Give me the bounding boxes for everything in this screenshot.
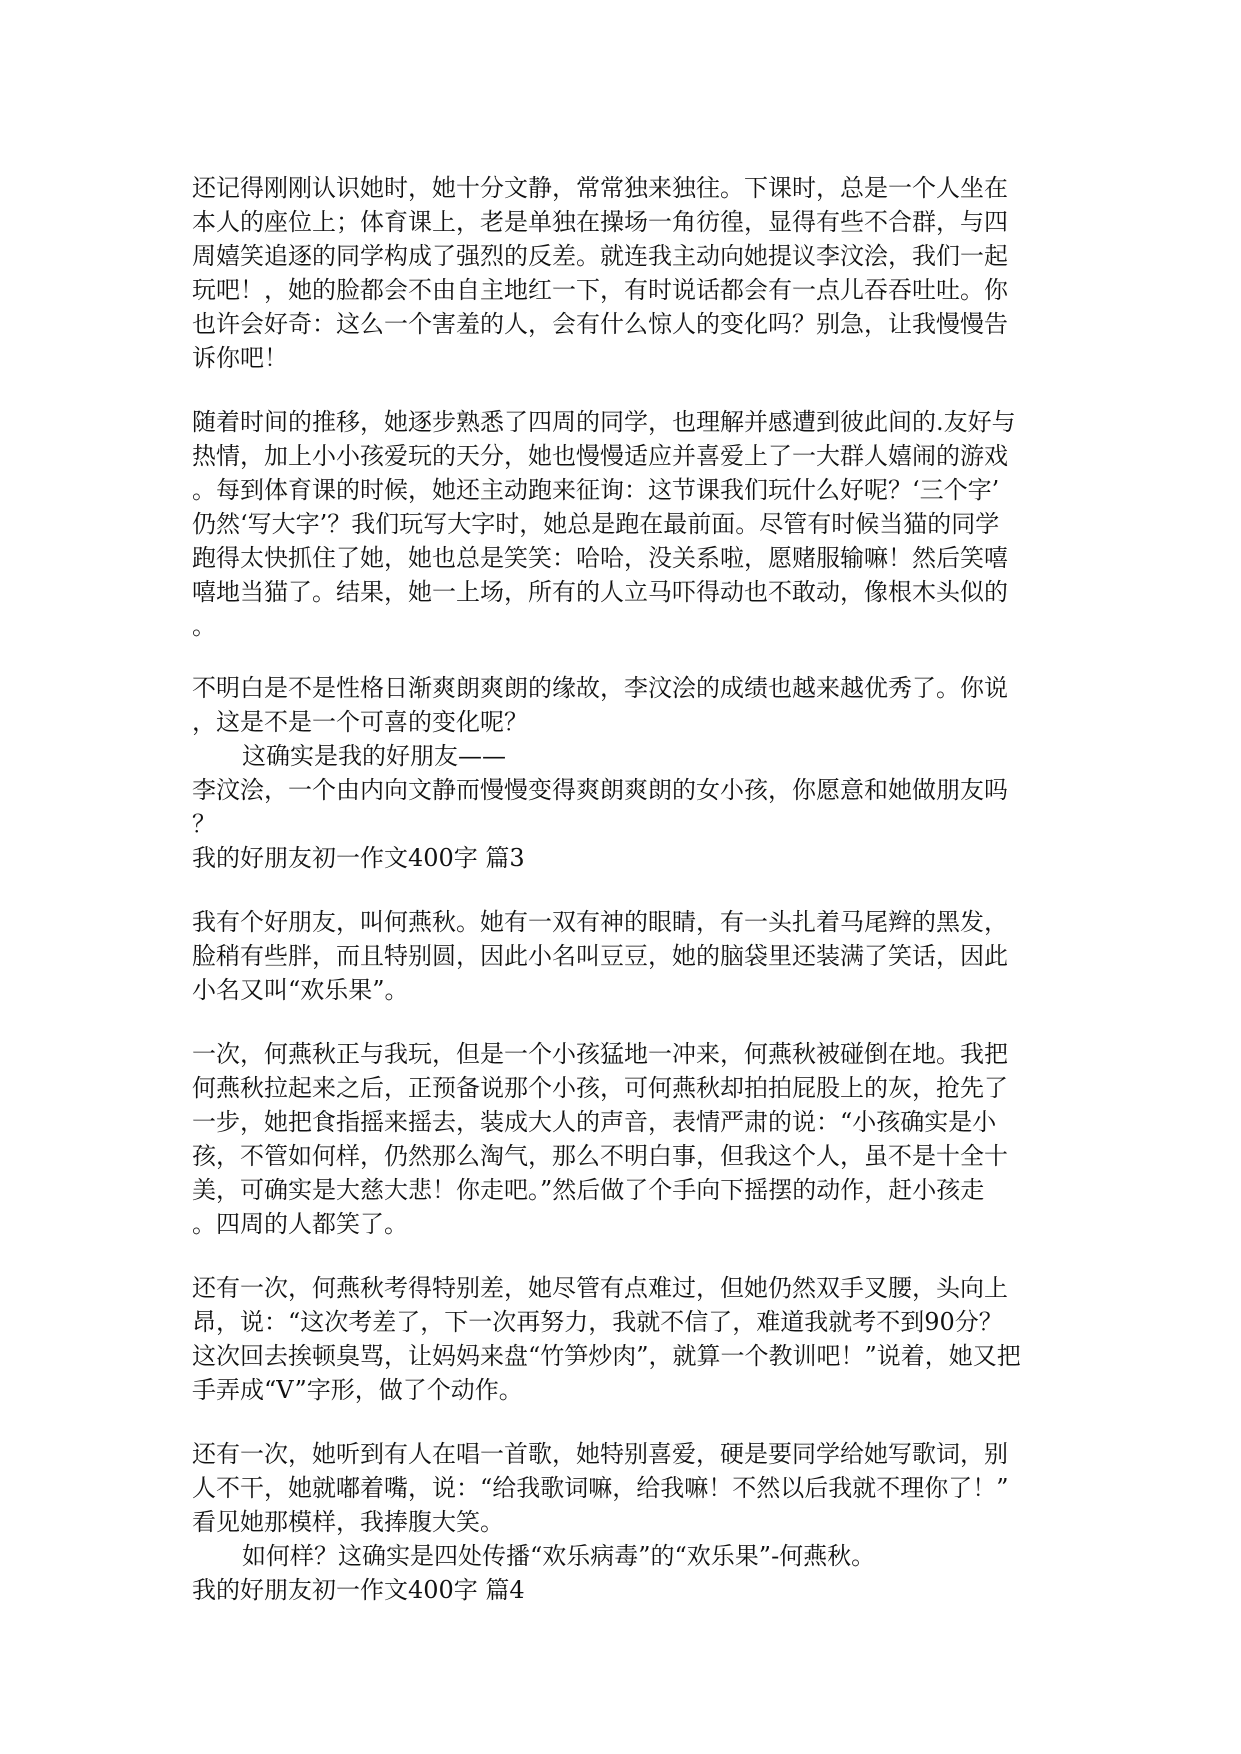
text-line: 昂，说：“这次考差了，下一次再努力，我就不信了，难道我就考不到90分？ — [192, 1308, 1003, 1336]
text-line: 热情，加上小小孩爱玩的天分，她也慢慢适应并喜爱上了一大群人嬉闹的游戏 — [192, 442, 1008, 470]
text-line: 我有个好朋友，叫何燕秋。她有一双有神的眼睛，有一头扎着马尾辫的黑发， — [192, 908, 1008, 936]
text-line: 本人的座位上；体育课上，老是单独在操场一角彷徨，显得有些不合群，与四 — [192, 208, 1008, 236]
text-line: 这确实是我的好朋友—— — [242, 742, 506, 770]
text-line: 也许会好奇：这么一个害羞的人，会有什么惊人的变化吗？别急，让我慢慢告 — [192, 310, 1008, 338]
text-line: 。每到体育课的时候，她还主动跑来征询：这节课我们玩什么好呢？‘三个字’ — [192, 476, 1000, 504]
text-line: 仍然‘写大字’？我们玩写大字时，她总是跑在最前面。尽管有时候当猫的同学 — [192, 510, 1000, 538]
text-line: 不明白是不是性格日渐爽朗爽朗的缘故，李汶浍的成绩也越来越优秀了。你说 — [192, 674, 1008, 702]
text-line: 小名又叫“欢乐果”。 — [192, 976, 409, 1004]
text-line: 人不干，她就嘟着嘴，说：“给我歌词嘛，给我嘛！不然以后我就不理你了！” — [192, 1474, 1009, 1502]
text-line: 随着时间的推移，她逐步熟悉了四周的同学，也理解并感遭到彼此间的.友好与 — [192, 408, 1016, 436]
text-line: 诉你吧！ — [192, 344, 288, 372]
text-line: 这次回去挨顿臭骂，让妈妈来盘“竹笋炒肉”，就算一个教训吧！”说着，她又把 — [192, 1342, 1021, 1370]
text-line: 玩吧！，她的脸都会不由自主地红一下，有时说话都会有一点儿吞吞吐吐。你 — [192, 276, 1008, 304]
text-line: 还记得刚刚认识她时，她十分文静，常常独来独往。下课时，总是一个人坐在 — [192, 174, 1008, 202]
text-line: 孩，不管如何样，仍然那么淘气，那么不明白事，但我这个人，虽不是十全十 — [192, 1142, 1008, 1170]
text-line: 脸稍有些胖，而且特别圆，因此小名叫豆豆，她的脑袋里还装满了笑话，因此 — [192, 942, 1008, 970]
text-line: ？ — [192, 810, 216, 838]
text-line: 美，可确实是大慈大悲！你走吧。”然后做了个手向下摇摆的动作，赶小孩走 — [192, 1176, 985, 1204]
text-line: 何燕秋拉起来之后，正预备说那个小孩，可何燕秋却拍拍屁股上的灰，抢先了 — [192, 1074, 1008, 1102]
text-line: 还有一次，何燕秋考得特别差，她尽管有点难过，但她仍然双手叉腰，头向上 — [192, 1274, 1008, 1302]
text-line: ，这是不是一个可喜的变化呢？ — [192, 708, 528, 736]
text-line: 一步，她把食指摇来摇去，装成大人的声音，表情严肃的说：“小孩确实是小 — [192, 1108, 997, 1136]
text-line: 看见她那模样，我捧腹大笑。 — [192, 1508, 504, 1536]
text-line: 。 — [192, 612, 216, 640]
section-heading: 我的好朋友初一作文400字 篇3 — [192, 844, 525, 872]
text-line: 还有一次，她听到有人在唱一首歌，她特别喜爱，硬是要同学给她写歌词，别 — [192, 1440, 1008, 1468]
text-line: 一次，何燕秋正与我玩，但是一个小孩猛地一冲来，何燕秋被碰倒在地。我把 — [192, 1040, 1008, 1068]
text-line: 李汶浍，一个由内向文静而慢慢变得爽朗爽朗的女小孩，你愿意和她做朋友吗 — [192, 776, 1008, 804]
text-line: 。四周的人都笑了。 — [192, 1210, 408, 1238]
text-line: 周嬉笑追逐的同学构成了强烈的反差。就连我主动向她提议李汶浍，我们一起 — [192, 242, 1008, 270]
text-line: 嘻地当猫了。结果，她一上场，所有的人立马吓得动也不敢动，像根木头似的 — [192, 578, 1008, 606]
text-line: 跑得太快抓住了她，她也总是笑笑：哈哈，没关系啦，愿赌服输嘛！然后笑嘻 — [192, 544, 1008, 572]
section-heading: 我的好朋友初一作文400字 篇4 — [192, 1576, 525, 1604]
text-line: 如何样？这确实是四处传播“欢乐病毒”的“欢乐果”-何燕秋。 — [242, 1542, 876, 1570]
text-line: 手弄成“V”字形，做了个动作。 — [192, 1376, 523, 1404]
